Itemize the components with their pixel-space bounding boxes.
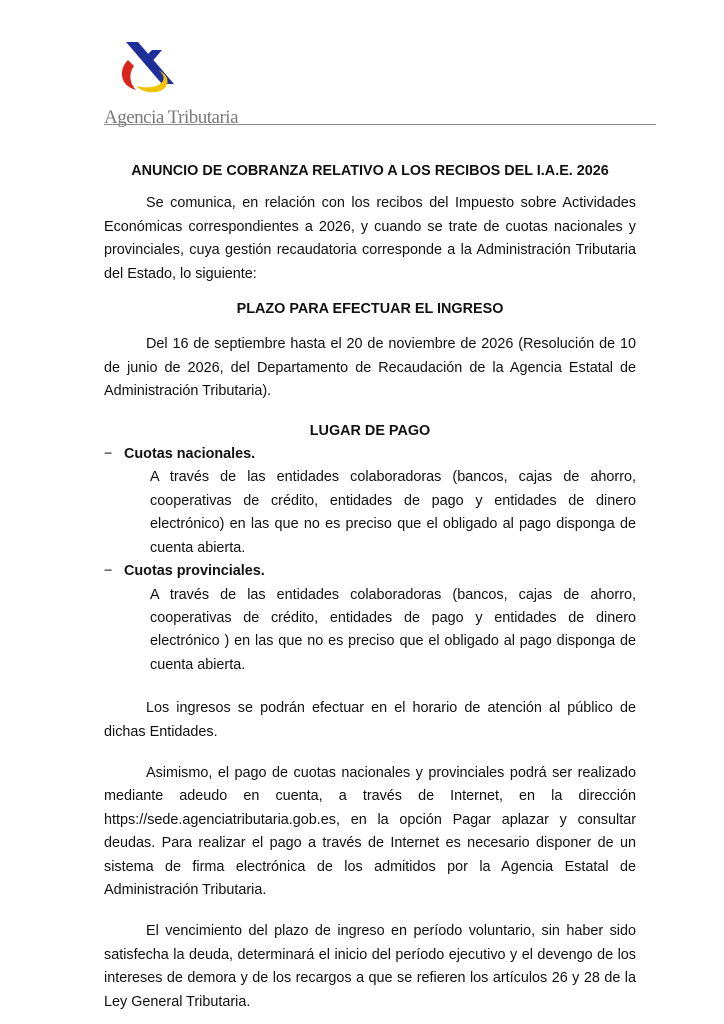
bullet-text-nacionales: A través de las entidades colaboradoras (bancos, cajas de ahorro, cooperativas de crédito, entidades de pago y entidades de dinero electrónico) en las que no es preciso que el obligado al pago disponga de cuenta abierta.: [150, 469, 636, 556]
document-title: ANUNCIO DE COBRANZA RELATIVO A LOS RECIBOS DEL I.A.E. 2026: [131, 163, 609, 179]
bullet-cuotas-nacionales: [104, 443, 636, 466]
intro-paragraph: Se comunica, en relación con los recibos del Impuesto sobre Actividades Económicas correspondientes a 2026, y cuando se trate de cuotas nacionales y provinciales, cuya gestión recaudatoria corresponde a la Administración Tributaria del Estado, lo siguiente:: [104, 195, 636, 282]
hours-paragraph: Los ingresos se podrán efectuar en el horario de atención al público de dichas Entidades.: [104, 700, 636, 740]
bullet-dash: −: [104, 446, 113, 463]
agencia-tributaria-logo-icon: [114, 40, 184, 102]
section-heading-plazo: PLAZO PARA EFECTUAR EL INGRESO: [236, 301, 504, 318]
bullet-cuotas-provinciales: [104, 560, 636, 583]
logo-red-arc: [122, 60, 136, 90]
plazo-paragraph: Del 16 de septiembre hasta el 20 de noviembre de 2026 (Resolución de 10 de junio de 2026, del Departamento de Recaudación de la Agencia Estatal de Administración Tributaria).: [104, 336, 636, 400]
bullet-dash: −: [104, 563, 113, 580]
section-heading-lugar: LUGAR DE PAGO: [309, 422, 431, 439]
bullet-label-provinciales: Cuotas provinciales.: [124, 563, 265, 580]
bullet-label-nacionales: Cuotas nacionales.: [124, 446, 256, 463]
deadline-paragraph: El vencimiento del plazo de ingreso en período voluntario, sin haber sido satisfecha la deuda, determinará el inicio del período ejecutivo y el devengo de los intereses de demora y de los recargos a que se refieren los artículos 26 y 28 de la Ley General Tributaria.: [104, 923, 636, 1010]
bullet-text-provinciales: A través de las entidades colaboradoras (bancos, cajas de ahorro, cooperativas de crédito, entidades de pago y entidades de dinero electrónico ) en las que no es preciso que el obligado al pago disponga de cuenta abierta.: [150, 586, 636, 673]
header-divider: [104, 124, 656, 125]
internet-paragraph: Asimismo, el pago de cuotas nacionales y provinciales podrá ser realizado mediante adeudo en cuenta, a través de Internet, en la dirección https://sede.agenciatributaria.gob.es, en la opción Pagar aplazar y consultar deudas. Para realizar el pago a través de Internet es necesario disponer de un sistema de firma electrónica de los admitidos por la Agencia Estatal de Administración Tributaria.: [104, 764, 636, 898]
document-body: [104, 160, 636, 1014]
agencia-tributaria-logo: [104, 40, 304, 130]
logo-text: Agencia Tributaria: [104, 107, 239, 128]
